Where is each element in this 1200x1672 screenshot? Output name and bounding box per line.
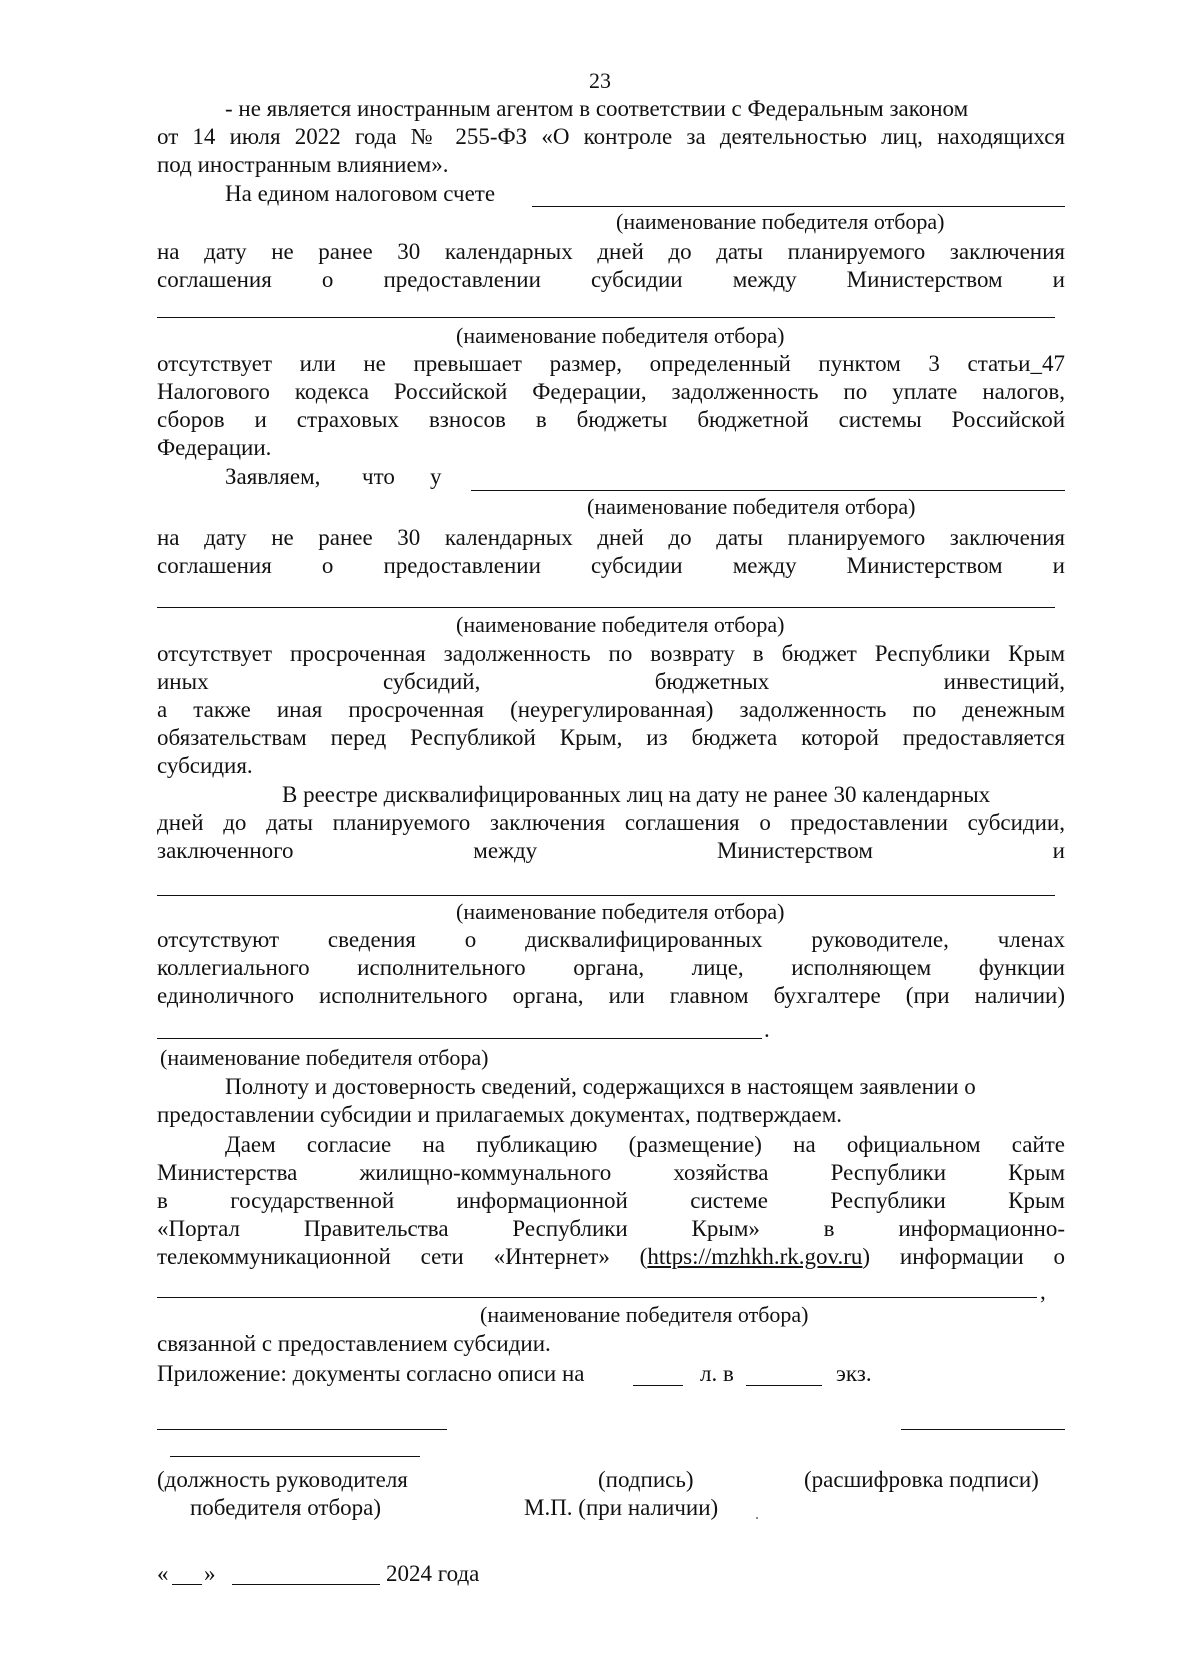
overdue-line-7: субсидия. bbox=[157, 753, 253, 778]
consent-line-3: в государственной информационной системе Республики Крым bbox=[157, 1188, 1065, 1213]
consent-line-6: связанной с предоставлением субсидии. bbox=[157, 1331, 551, 1356]
signature-blank-1 bbox=[157, 1429, 447, 1430]
overdue-line-5: а также иная просроченная (неурегулированная) задолженность по денежным bbox=[157, 697, 1065, 722]
signature-decode-label: (расшифровка подписи) bbox=[804, 1467, 1039, 1492]
winner-name-blank-1 bbox=[532, 206, 1065, 207]
consent-comma: , bbox=[1040, 1279, 1046, 1304]
tax-line-2: соглашения о предоставлении субсидии между Министерством и bbox=[157, 267, 1065, 292]
overdue-line-2: соглашения о предоставлении субсидии между Министерством и bbox=[157, 553, 1065, 578]
winner-name-blank-6 bbox=[157, 1038, 762, 1039]
signature-blank-2 bbox=[901, 1429, 1065, 1430]
date-month-blank bbox=[232, 1584, 380, 1585]
winner-caption-7: (наименование победителя отбора) bbox=[480, 1302, 809, 1327]
tax-line-4: Налогового кодекса Российской Федерации, задолженность по уплате налогов, bbox=[157, 379, 1065, 404]
tax-line-6: Федерации. bbox=[157, 435, 272, 460]
foreign-agent-line-2: от 14 июля 2022 года № 255-ФЗ «О контроле за деятельностью лиц, находящихся bbox=[157, 124, 1065, 149]
foreign-agent-line-1: - не является иностранным агентом в соответствии с Федеральным законом bbox=[225, 96, 969, 121]
winner-caption-5: (наименование победителя отбора) bbox=[456, 899, 785, 924]
disqualified-line-4: отсутствуют сведения о дисквалифицированных руководителе, членах bbox=[157, 927, 1065, 952]
winner-name-blank-2 bbox=[157, 317, 1055, 318]
winner-caption-6: (наименование победителя отбора) bbox=[160, 1045, 489, 1070]
confirm-line-2: предоставлении субсидии и прилагаемых документах, подтверждаем. bbox=[157, 1102, 843, 1127]
attachment-prefix: Приложение: документы согласно описи на bbox=[157, 1361, 585, 1386]
disqualified-line-5: коллегиального исполнительного органа, лице, исполняющем функции bbox=[157, 955, 1065, 980]
overdue-intro-word-3: у bbox=[430, 464, 442, 489]
tax-line-1: на дату не ранее 30 календарных дней до даты планируемого заключения bbox=[157, 239, 1065, 264]
foreign-agent-line-3: под иностранным влиянием». bbox=[157, 152, 449, 177]
disqualified-line-1: В реестре дисквалифицированных лиц на дату не ранее 30 календарных bbox=[282, 782, 991, 807]
attachment-copies-blank bbox=[746, 1385, 822, 1386]
winner-name-blank-7 bbox=[157, 1297, 1037, 1298]
signature-label: (подпись) bbox=[598, 1467, 694, 1492]
winner-name-blank-4 bbox=[157, 607, 1055, 608]
overdue-line-6: обязательствам перед Республикой Крым, из бюджета которой предоставляется bbox=[157, 725, 1065, 750]
attachment-suffix: экз. bbox=[836, 1361, 872, 1386]
tax-line-5: сборов и страховых взносов в бюджеты бюджетной системы Российской bbox=[157, 407, 1065, 432]
winner-caption-1: (наименование победителя отбора) bbox=[616, 209, 945, 234]
overdue-intro-word-2: что bbox=[362, 464, 395, 489]
disqualified-line-6: единоличного исполнительного органа, или главном бухгалтере (при наличии) bbox=[157, 983, 1065, 1008]
attachment-mid: л. в bbox=[700, 1361, 734, 1386]
consent-line-4: «Портал Правительства Республики Крым» в информационно- bbox=[157, 1216, 1065, 1241]
overdue-line-1: на дату не ранее 30 календарных дней до даты планируемого заключения bbox=[157, 525, 1065, 550]
attachment-pages-blank bbox=[633, 1385, 683, 1386]
date-close-quote: » bbox=[204, 1561, 216, 1586]
position-label-line-2: победителя отбора) bbox=[190, 1495, 382, 1520]
consent-line-2: Министерства жилищно-коммунального хозяйства Республики Крым bbox=[157, 1160, 1065, 1185]
stamp-label: М.П. (при наличии) bbox=[524, 1495, 719, 1520]
tax-intro: На едином налоговом счете bbox=[225, 181, 496, 206]
date-open-quote: « bbox=[157, 1561, 169, 1586]
consent-line-5-start: телекоммуникационной сети «Интернет» ( bbox=[157, 1244, 648, 1269]
winner-name-blank-5 bbox=[157, 895, 1055, 896]
print-speck bbox=[756, 1517, 758, 1519]
signature-blank-3 bbox=[170, 1456, 420, 1457]
consent-line-5-end: ) информации о bbox=[862, 1244, 1065, 1269]
disqualified-line-3: заключенного между Министерством и bbox=[157, 838, 1065, 863]
overdue-line-4: иных субсидий, бюджетных инвестиций, bbox=[157, 669, 1065, 694]
overdue-intro-word-1: Заявляем, bbox=[225, 464, 321, 489]
confirm-line-1: Полноту и достоверность сведений, содержащихся в настоящем заявлении о bbox=[225, 1074, 976, 1099]
page-number: 23 bbox=[589, 68, 611, 93]
winner-name-blank-3 bbox=[471, 490, 1065, 491]
winner-caption-3: (наименование победителя отбора) bbox=[587, 494, 916, 519]
disqualified-end-mark: . bbox=[764, 1017, 770, 1042]
position-label-line-1: (должность руководителя bbox=[157, 1467, 408, 1492]
date-year: 2024 года bbox=[386, 1561, 480, 1586]
consent-line-1: Даем согласие на публикацию (размещение) на официальном сайте bbox=[225, 1132, 1065, 1157]
disqualified-line-2: дней до даты планируемого заключения соглашения о предоставлении субсидии, bbox=[157, 810, 1065, 835]
consent-line-5 bbox=[157, 1243, 1065, 1271]
tax-line-3: отсутствует или не превышает размер, определенный пунктом 3 статьи_47 bbox=[157, 351, 1065, 376]
date-day-blank bbox=[172, 1584, 202, 1585]
winner-caption-4: (наименование победителя отбора) bbox=[456, 612, 785, 637]
overdue-line-3: отсутствует просроченная задолженность по возврату в бюджет Республики Крым bbox=[157, 641, 1065, 666]
ministry-website-link[interactable]: https://mzhkh.rk.gov.ru bbox=[647, 1244, 863, 1269]
winner-caption-2: (наименование победителя отбора) bbox=[456, 323, 785, 348]
